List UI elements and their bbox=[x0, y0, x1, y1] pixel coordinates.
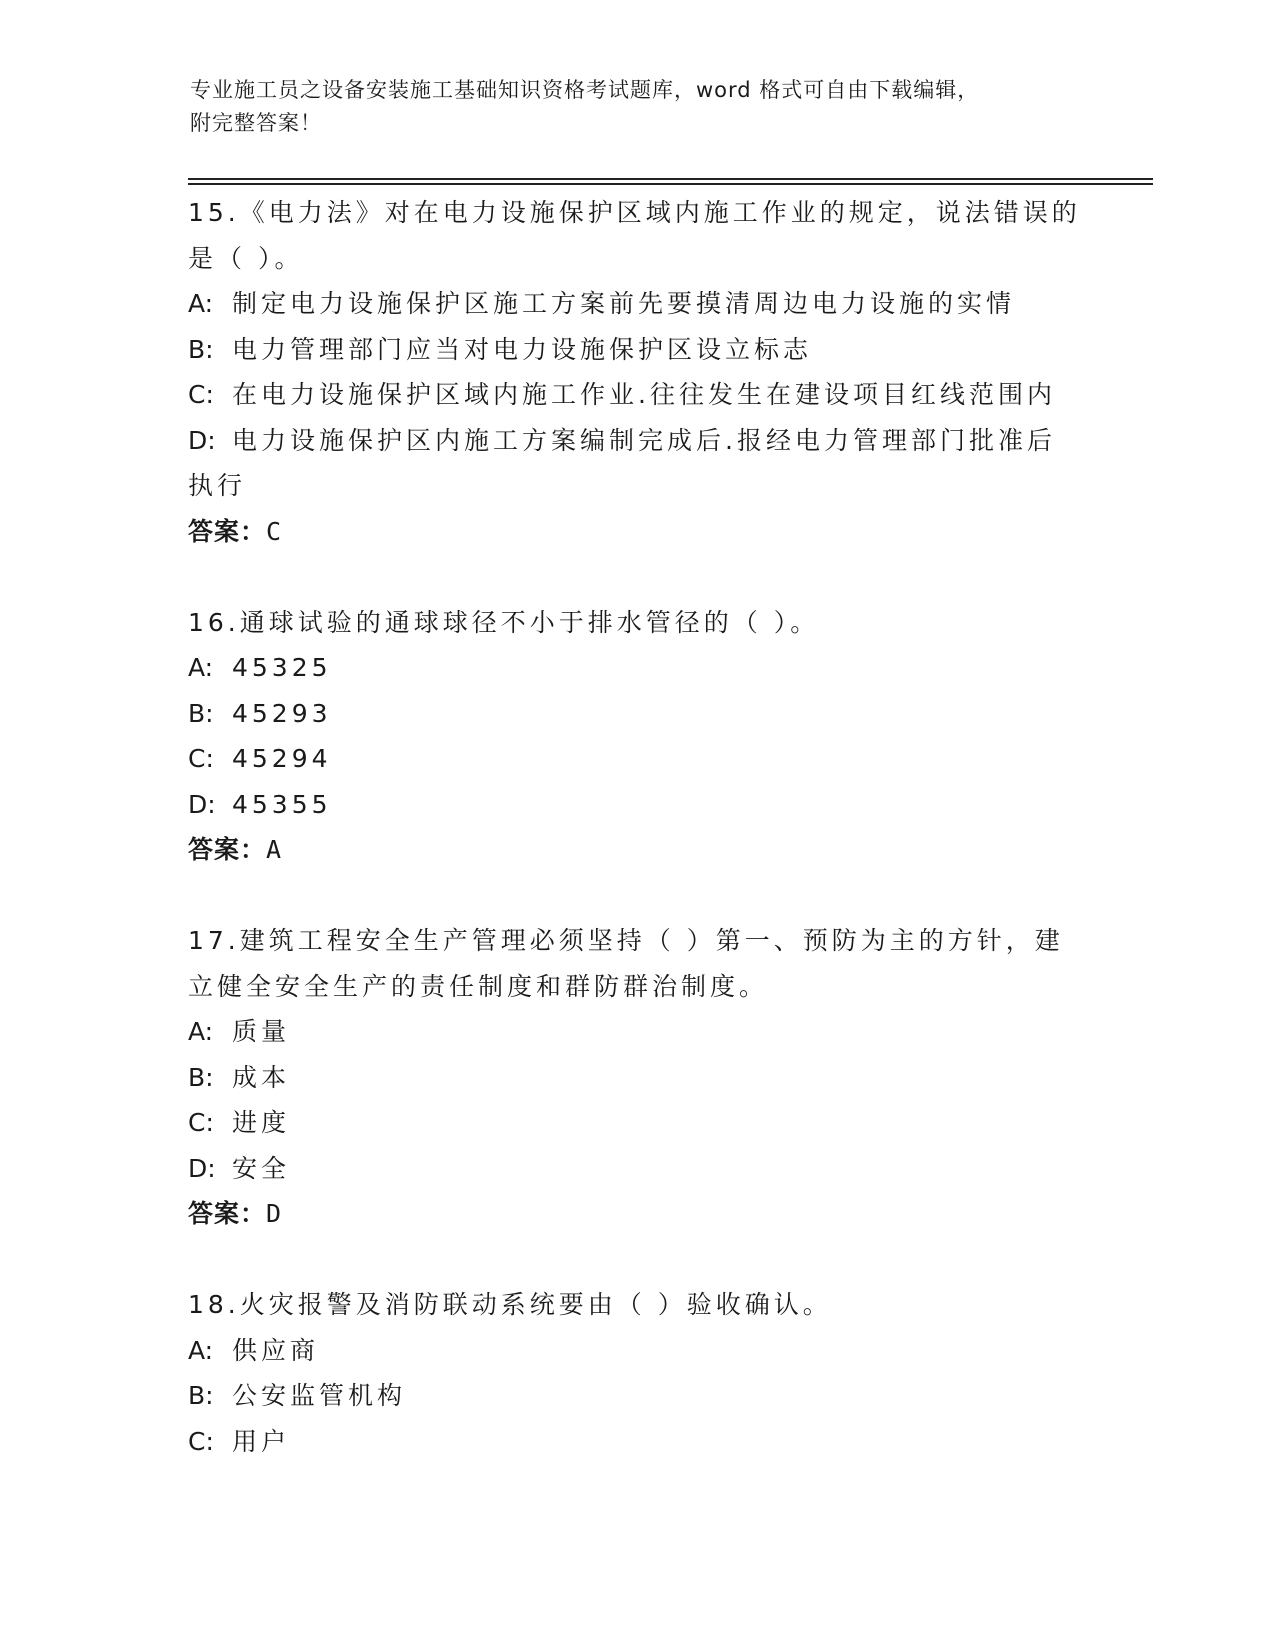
spacer bbox=[188, 555, 1088, 600]
option-text: 公安监管机构 bbox=[232, 1381, 407, 1410]
option-text: 成本 bbox=[232, 1062, 291, 1092]
question-stem-continued: 立健全安全生产的责任制度和群防群治制度。 bbox=[188, 971, 769, 1001]
option-text: 电力设施保护区内施工方案编制完成后.报经电力管理部门批准后 bbox=[232, 425, 1056, 455]
header-line-1: 专业施工员之设备安装施工基础知识资格考试题库，word 格式可自由下载编辑， bbox=[190, 78, 980, 102]
question-stem: 17.建筑工程安全生产管理必须坚持（ ）第一、预防为主的方针，建 bbox=[188, 926, 1064, 955]
question-stem: 15.《电力法》对在电力设施保护区域内施工作业的规定，说法错误的 bbox=[188, 198, 1081, 227]
option-text: 电力管理部门应当对电力设施保护区设立标志 bbox=[232, 334, 813, 364]
option-text: 45355 bbox=[232, 789, 332, 819]
option-letter: B: bbox=[188, 334, 214, 364]
question-17 bbox=[188, 918, 1088, 1237]
option-letter: A: bbox=[188, 1335, 214, 1365]
question-15 bbox=[188, 190, 1088, 555]
option-a bbox=[188, 645, 1088, 691]
option-letter: B: bbox=[188, 698, 214, 728]
option-letter: A: bbox=[188, 1017, 214, 1046]
answer-value: C bbox=[266, 516, 283, 546]
option-text: 供应商 bbox=[232, 1335, 320, 1365]
answer-line bbox=[188, 509, 1088, 555]
question-stem-continued: 是（ ）。 bbox=[188, 243, 304, 273]
answer-line bbox=[188, 827, 1088, 873]
option-b bbox=[188, 327, 1088, 373]
option-d bbox=[188, 418, 1088, 464]
option-letter: B: bbox=[188, 1381, 214, 1410]
spacer bbox=[188, 873, 1088, 918]
question-18 bbox=[188, 1282, 1088, 1464]
option-text: 45293 bbox=[232, 698, 332, 728]
option-letter: D: bbox=[188, 789, 216, 819]
option-text: 在电力设施保护区域内施工作业.往往发生在建设项目红线范围内 bbox=[232, 380, 1056, 409]
option-letter: C: bbox=[188, 744, 214, 773]
question-stem: 16.通球试验的通球球径不小于排水管径的（ ）。 bbox=[188, 607, 820, 637]
option-c bbox=[188, 372, 1088, 418]
option-b bbox=[188, 1373, 1088, 1419]
document-header bbox=[190, 74, 1070, 140]
option-text: 45325 bbox=[232, 653, 332, 682]
question-list bbox=[188, 190, 1088, 1464]
header-line-2: 附完整答案！ bbox=[190, 111, 322, 135]
option-b bbox=[188, 691, 1088, 737]
answer-label: 答案： bbox=[188, 835, 267, 864]
option-a bbox=[188, 1328, 1088, 1374]
option-text: 制定电力设施保护区施工方案前先要摸清周边电力设施的实情 bbox=[232, 289, 1016, 318]
option-d bbox=[188, 1146, 1088, 1192]
option-d-continued: 执行 bbox=[188, 471, 247, 500]
header-divider-top bbox=[188, 178, 1153, 180]
option-letter: C: bbox=[188, 380, 214, 409]
answer-value: A bbox=[266, 835, 283, 864]
option-text: 用户 bbox=[232, 1426, 291, 1456]
answer-line bbox=[188, 1191, 1088, 1237]
option-a bbox=[188, 281, 1088, 327]
option-a bbox=[188, 1009, 1088, 1055]
header-divider-bottom bbox=[188, 183, 1153, 185]
option-letter: A: bbox=[188, 653, 214, 682]
option-c bbox=[188, 736, 1088, 782]
option-text: 45294 bbox=[232, 744, 332, 773]
option-letter: C: bbox=[188, 1426, 214, 1456]
option-letter: A: bbox=[188, 289, 214, 318]
option-c bbox=[188, 1100, 1088, 1146]
option-d bbox=[188, 782, 1088, 828]
question-stem: 18.火灾报警及消防联动系统要由（ ）验收确认。 bbox=[188, 1290, 832, 1319]
option-text: 质量 bbox=[232, 1017, 291, 1046]
question-16 bbox=[188, 600, 1088, 874]
option-letter: B: bbox=[188, 1062, 214, 1092]
option-text: 进度 bbox=[232, 1108, 291, 1137]
answer-label: 答案： bbox=[188, 1199, 267, 1228]
option-b bbox=[188, 1055, 1088, 1101]
answer-label: 答案： bbox=[188, 516, 267, 546]
answer-value: D bbox=[266, 1199, 283, 1228]
option-text: 安全 bbox=[232, 1153, 291, 1183]
option-letter: D: bbox=[188, 425, 216, 455]
option-letter: D: bbox=[188, 1153, 216, 1183]
option-c bbox=[188, 1419, 1088, 1465]
spacer bbox=[188, 1237, 1088, 1282]
option-letter: C: bbox=[188, 1108, 214, 1137]
